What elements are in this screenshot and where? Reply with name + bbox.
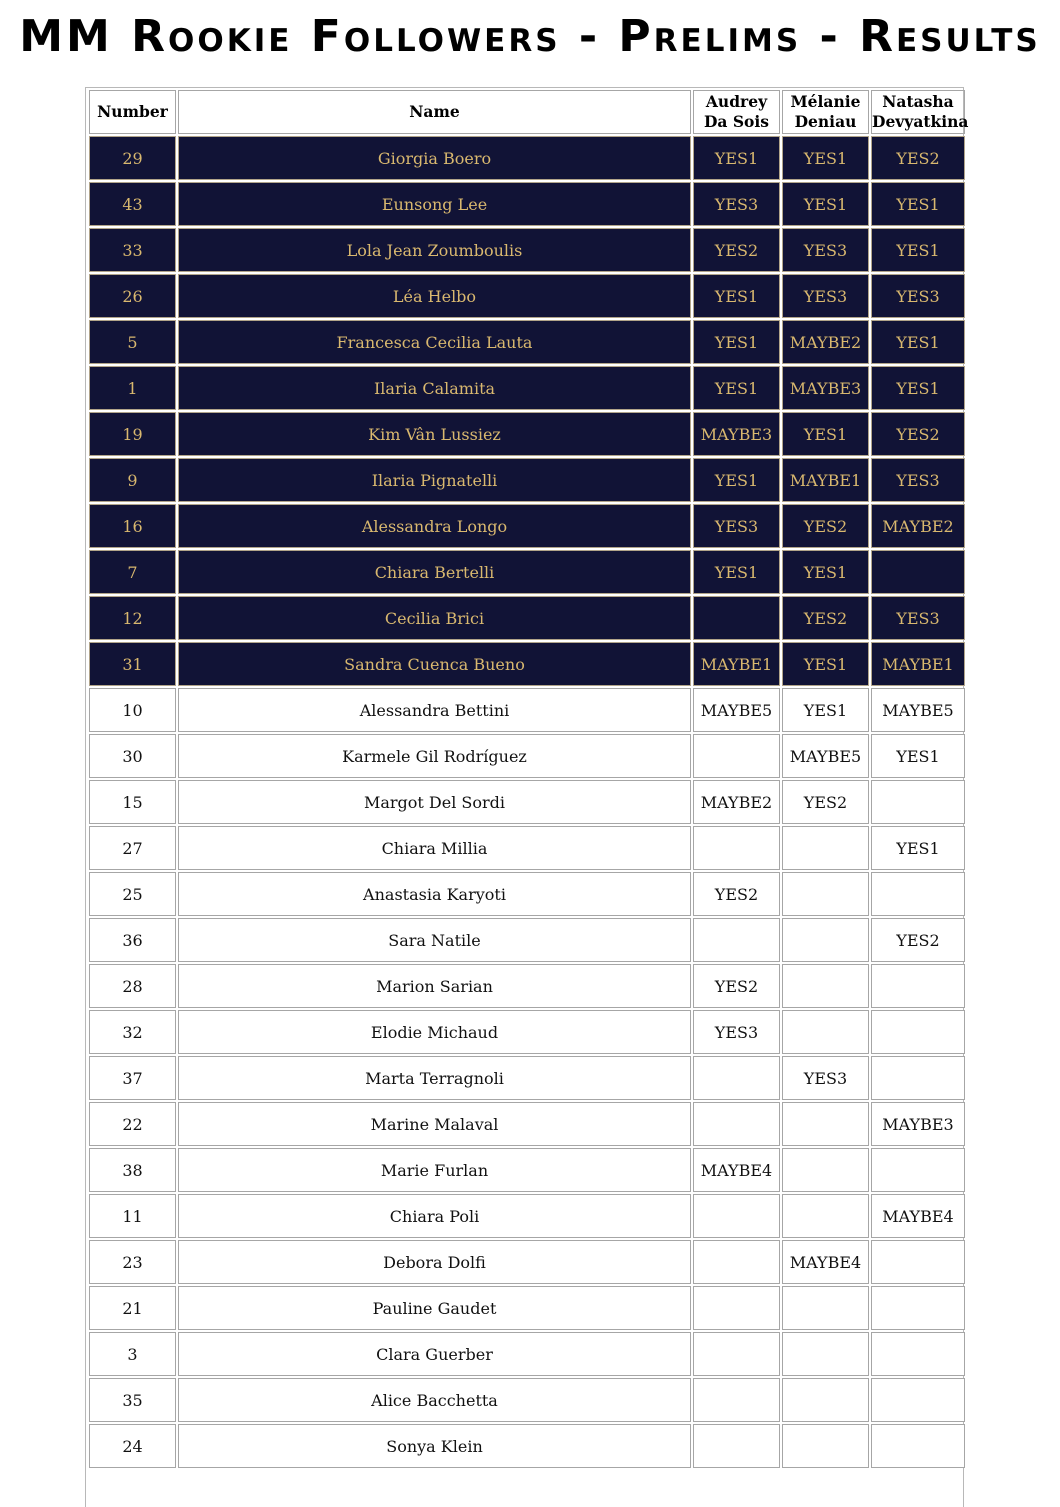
table-row bbox=[89, 1332, 965, 1376]
cell-number: 21 bbox=[89, 1286, 176, 1330]
cell-judge-audrey: YES2 bbox=[693, 964, 780, 1008]
table-row bbox=[89, 780, 965, 824]
cell-judge-audrey bbox=[693, 1056, 780, 1100]
header-judge-audrey: Audrey Da Sois bbox=[693, 90, 780, 134]
cell-name: Sonya Klein bbox=[178, 1424, 691, 1468]
table-row bbox=[89, 458, 965, 502]
cell-number: 5 bbox=[89, 320, 176, 364]
cell-name: Marine Malaval bbox=[178, 1102, 691, 1146]
cell-judge-natasha: YES3 bbox=[871, 458, 965, 502]
cell-judge-melanie: YES2 bbox=[782, 780, 869, 824]
table-row bbox=[89, 826, 965, 870]
cell-judge-audrey bbox=[693, 1240, 780, 1284]
cell-judge-natasha: YES1 bbox=[871, 734, 965, 778]
cell-judge-audrey: YES2 bbox=[693, 228, 780, 272]
table-row bbox=[89, 320, 965, 364]
cell-name: Léa Helbo bbox=[178, 274, 691, 318]
cell-judge-natasha: YES2 bbox=[871, 412, 965, 456]
cell-number: 30 bbox=[89, 734, 176, 778]
table-header bbox=[89, 90, 969, 134]
cell-name: Chiara Poli bbox=[178, 1194, 691, 1238]
cell-judge-natasha bbox=[871, 964, 965, 1008]
cell-judge-melanie bbox=[782, 1148, 869, 1192]
cell-name: Eunsong Lee bbox=[178, 182, 691, 226]
cell-judge-audrey: YES1 bbox=[693, 366, 780, 410]
cell-number: 3 bbox=[89, 1332, 176, 1376]
cell-judge-audrey bbox=[693, 734, 780, 778]
cell-number: 29 bbox=[89, 136, 176, 180]
table-row bbox=[89, 596, 965, 640]
cell-judge-audrey bbox=[693, 826, 780, 870]
cell-judge-natasha: MAYBE4 bbox=[871, 1194, 965, 1238]
cell-judge-audrey bbox=[693, 918, 780, 962]
cell-number: 35 bbox=[89, 1378, 176, 1422]
cell-number: 16 bbox=[89, 504, 176, 548]
cell-judge-melanie: YES1 bbox=[782, 550, 869, 594]
cell-judge-natasha: YES3 bbox=[871, 274, 965, 318]
header-name: Name bbox=[178, 90, 691, 134]
cell-judge-natasha: YES2 bbox=[871, 136, 965, 180]
cell-judge-melanie: MAYBE5 bbox=[782, 734, 869, 778]
cell-judge-natasha bbox=[871, 1332, 965, 1376]
cell-name: Sara Natile bbox=[178, 918, 691, 962]
cell-number: 36 bbox=[89, 918, 176, 962]
table-row bbox=[89, 136, 965, 180]
cell-number: 27 bbox=[89, 826, 176, 870]
table-row bbox=[89, 1424, 965, 1468]
cell-judge-natasha bbox=[871, 872, 965, 916]
cell-number: 22 bbox=[89, 1102, 176, 1146]
table-row bbox=[89, 1194, 965, 1238]
cell-judge-audrey: YES1 bbox=[693, 274, 780, 318]
cell-judge-natasha: YES1 bbox=[871, 320, 965, 364]
cell-judge-melanie bbox=[782, 918, 869, 962]
table-row bbox=[89, 504, 965, 548]
cell-number: 15 bbox=[89, 780, 176, 824]
cell-number: 38 bbox=[89, 1148, 176, 1192]
cell-judge-melanie: YES3 bbox=[782, 228, 869, 272]
cell-judge-melanie bbox=[782, 1378, 869, 1422]
cell-name: Ilaria Pignatelli bbox=[178, 458, 691, 502]
cell-judge-melanie: YES3 bbox=[782, 1056, 869, 1100]
cell-judge-audrey: MAYBE3 bbox=[693, 412, 780, 456]
cell-judge-audrey bbox=[693, 1102, 780, 1146]
cell-number: 7 bbox=[89, 550, 176, 594]
cell-number: 32 bbox=[89, 1010, 176, 1054]
cell-name: Cecilia Brici bbox=[178, 596, 691, 640]
cell-judge-melanie bbox=[782, 1194, 869, 1238]
cell-judge-natasha: MAYBE3 bbox=[871, 1102, 965, 1146]
table-row bbox=[89, 550, 965, 594]
cell-number: 23 bbox=[89, 1240, 176, 1284]
cell-name: Sandra Cuenca Bueno bbox=[178, 642, 691, 686]
table-row bbox=[89, 872, 965, 916]
header-judge-natasha: Natasha Devyatkina bbox=[871, 90, 965, 134]
cell-judge-natasha: MAYBE1 bbox=[871, 642, 965, 686]
cell-number: 11 bbox=[89, 1194, 176, 1238]
cell-number: 25 bbox=[89, 872, 176, 916]
cell-judge-natasha bbox=[871, 780, 965, 824]
cell-name: Giorgia Boero bbox=[178, 136, 691, 180]
cell-name: Marta Terragnoli bbox=[178, 1056, 691, 1100]
cell-name: Chiara Bertelli bbox=[178, 550, 691, 594]
cell-judge-audrey: YES2 bbox=[693, 872, 780, 916]
cell-judge-natasha bbox=[871, 1240, 965, 1284]
table-row bbox=[89, 412, 965, 456]
cell-judge-natasha: YES2 bbox=[871, 918, 965, 962]
cell-number: 33 bbox=[89, 228, 176, 272]
cell-name: Marion Sarian bbox=[178, 964, 691, 1008]
cell-name: Clara Guerber bbox=[178, 1332, 691, 1376]
table-row bbox=[89, 182, 965, 226]
cell-judge-melanie: YES1 bbox=[782, 412, 869, 456]
cell-judge-audrey bbox=[693, 1194, 780, 1238]
cell-judge-audrey: YES3 bbox=[693, 1010, 780, 1054]
cell-judge-audrey: MAYBE1 bbox=[693, 642, 780, 686]
table-row bbox=[89, 964, 965, 1008]
cell-judge-natasha bbox=[871, 1010, 965, 1054]
cell-judge-audrey bbox=[693, 1286, 780, 1330]
cell-judge-melanie: MAYBE4 bbox=[782, 1240, 869, 1284]
table-row bbox=[89, 918, 965, 962]
cell-judge-melanie: YES3 bbox=[782, 274, 869, 318]
table-row bbox=[89, 1102, 965, 1146]
cell-judge-melanie: YES2 bbox=[782, 596, 869, 640]
cell-judge-audrey bbox=[693, 1378, 780, 1422]
cell-judge-audrey: MAYBE4 bbox=[693, 1148, 780, 1192]
cell-judge-melanie bbox=[782, 1424, 869, 1468]
table-row bbox=[89, 274, 965, 318]
table-row bbox=[89, 1240, 965, 1284]
cell-judge-melanie: MAYBE1 bbox=[782, 458, 869, 502]
cell-number: 9 bbox=[89, 458, 176, 502]
cell-judge-audrey: YES1 bbox=[693, 458, 780, 502]
cell-number: 12 bbox=[89, 596, 176, 640]
cell-judge-audrey: MAYBE5 bbox=[693, 688, 780, 732]
cell-judge-natasha: YES1 bbox=[871, 228, 965, 272]
cell-judge-melanie: YES2 bbox=[782, 504, 869, 548]
cell-name: Lola Jean Zoumboulis bbox=[178, 228, 691, 272]
cell-judge-natasha: YES1 bbox=[871, 182, 965, 226]
header-judge-melanie: Mélanie Deniau bbox=[782, 90, 869, 134]
cell-number: 31 bbox=[89, 642, 176, 686]
cell-judge-melanie: YES1 bbox=[782, 688, 869, 732]
cell-judge-melanie: YES1 bbox=[782, 136, 869, 180]
cell-number: 26 bbox=[89, 274, 176, 318]
table-row bbox=[89, 228, 965, 272]
cell-judge-natasha: MAYBE2 bbox=[871, 504, 965, 548]
cell-judge-audrey bbox=[693, 596, 780, 640]
page-title: MM Rookie Followers - Prelims - Results bbox=[19, 11, 1041, 62]
cell-judge-melanie bbox=[782, 1332, 869, 1376]
cell-name: Debora Dolfi bbox=[178, 1240, 691, 1284]
cell-judge-natasha: YES3 bbox=[871, 596, 965, 640]
cell-judge-natasha bbox=[871, 1424, 965, 1468]
cell-name: Margot Del Sordi bbox=[178, 780, 691, 824]
table-row bbox=[89, 688, 965, 732]
table-row bbox=[89, 366, 965, 410]
cell-judge-audrey: YES3 bbox=[693, 504, 780, 548]
cell-judge-audrey bbox=[693, 1332, 780, 1376]
cell-judge-audrey: YES3 bbox=[693, 182, 780, 226]
table-row bbox=[89, 734, 965, 778]
cell-judge-melanie: MAYBE3 bbox=[782, 366, 869, 410]
cell-judge-melanie: YES1 bbox=[782, 642, 869, 686]
cell-number: 19 bbox=[89, 412, 176, 456]
table-row bbox=[89, 1056, 965, 1100]
cell-name: Francesca Cecilia Lauta bbox=[178, 320, 691, 364]
cell-name: Ilaria Calamita bbox=[178, 366, 691, 410]
cell-judge-audrey: YES1 bbox=[693, 320, 780, 364]
cell-name: Alice Bacchetta bbox=[178, 1378, 691, 1422]
cell-number: 37 bbox=[89, 1056, 176, 1100]
cell-judge-audrey: MAYBE2 bbox=[693, 780, 780, 824]
cell-judge-audrey: YES1 bbox=[693, 136, 780, 180]
cell-name: Alessandra Longo bbox=[178, 504, 691, 548]
cell-judge-natasha bbox=[871, 1286, 965, 1330]
cell-judge-audrey bbox=[693, 1424, 780, 1468]
cell-judge-natasha: MAYBE5 bbox=[871, 688, 965, 732]
cell-name: Anastasia Karyoti bbox=[178, 872, 691, 916]
cell-name: Karmele Gil Rodríguez bbox=[178, 734, 691, 778]
cell-judge-natasha bbox=[871, 550, 965, 594]
cell-name: Kim Vân Lussiez bbox=[178, 412, 691, 456]
cell-name: Pauline Gaudet bbox=[178, 1286, 691, 1330]
cell-judge-melanie bbox=[782, 872, 869, 916]
table-body bbox=[89, 136, 965, 1468]
cell-judge-melanie bbox=[782, 964, 869, 1008]
cell-judge-natasha: YES1 bbox=[871, 366, 965, 410]
cell-number: 28 bbox=[89, 964, 176, 1008]
results-table bbox=[87, 88, 967, 1470]
cell-name: Chiara Millia bbox=[178, 826, 691, 870]
cell-judge-melanie bbox=[782, 1102, 869, 1146]
cell-judge-melanie bbox=[782, 1286, 869, 1330]
table-row bbox=[89, 1010, 965, 1054]
cell-judge-natasha: YES1 bbox=[871, 826, 965, 870]
cell-name: Marie Furlan bbox=[178, 1148, 691, 1192]
cell-judge-melanie bbox=[782, 1010, 869, 1054]
cell-judge-melanie bbox=[782, 826, 869, 870]
table-row bbox=[89, 1148, 965, 1192]
cell-name: Elodie Michaud bbox=[178, 1010, 691, 1054]
cell-judge-melanie: MAYBE2 bbox=[782, 320, 869, 364]
cell-judge-natasha bbox=[871, 1148, 965, 1192]
cell-name: Alessandra Bettini bbox=[178, 688, 691, 732]
cell-judge-audrey: YES1 bbox=[693, 550, 780, 594]
table-row bbox=[89, 1286, 965, 1330]
table-row bbox=[89, 1378, 965, 1422]
cell-number: 24 bbox=[89, 1424, 176, 1468]
cell-judge-melanie: YES1 bbox=[782, 182, 869, 226]
header-number: Number bbox=[89, 90, 176, 134]
cell-judge-natasha bbox=[871, 1056, 965, 1100]
cell-judge-natasha bbox=[871, 1378, 965, 1422]
cell-number: 43 bbox=[89, 182, 176, 226]
cell-number: 1 bbox=[89, 366, 176, 410]
cell-number: 10 bbox=[89, 688, 176, 732]
table-row bbox=[89, 642, 965, 686]
